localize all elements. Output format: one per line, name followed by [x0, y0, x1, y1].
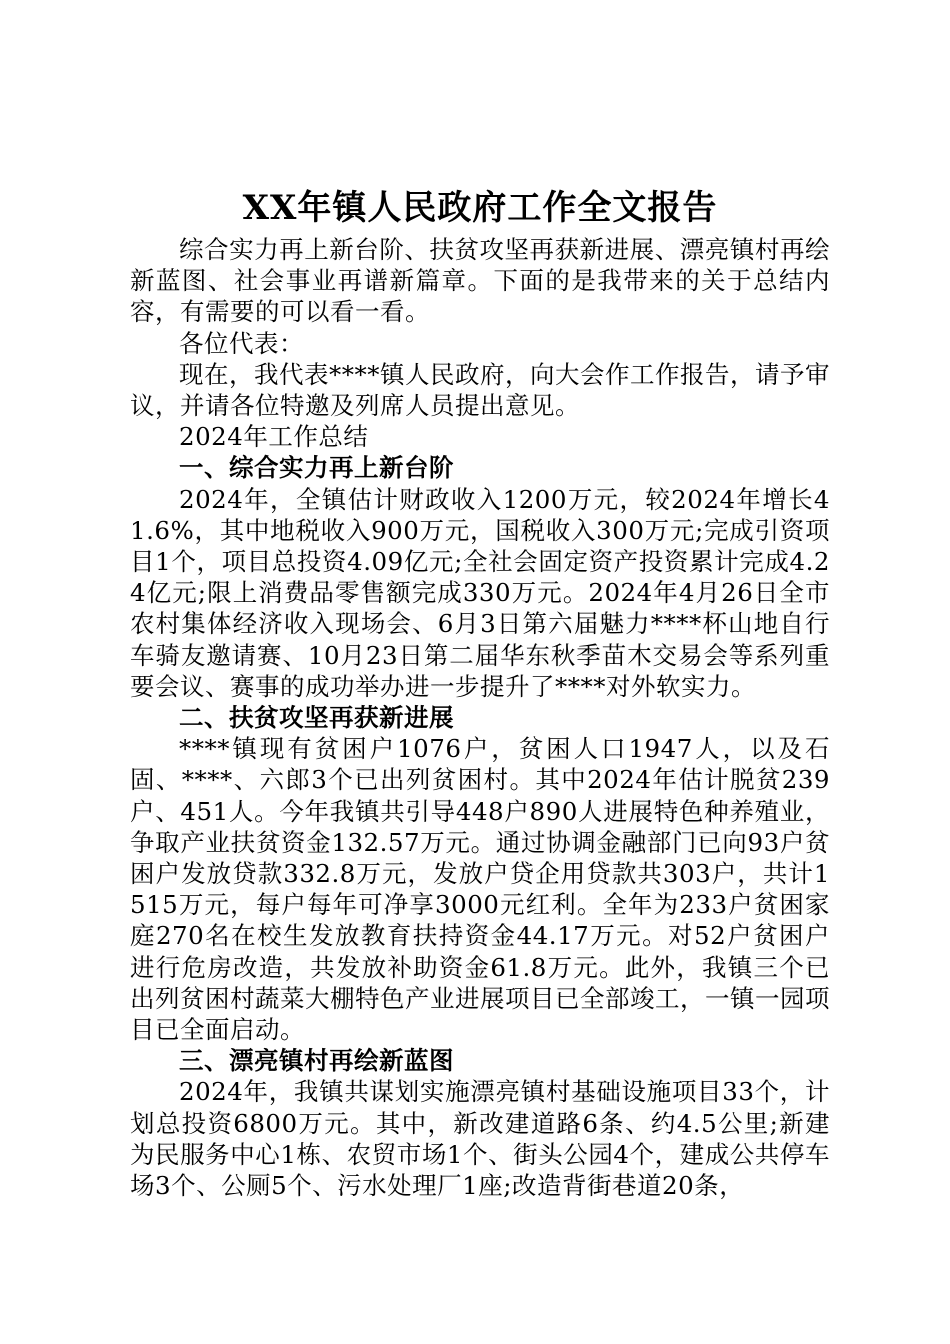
salutation: 各位代表： [179, 328, 304, 358]
section-label-summary: 2024年工作总结 [179, 422, 369, 452]
document-page [130, 186, 830, 1201]
section-3-paragraph: 2024年，我镇共谋划实施漂亮镇村基础设施项目33个，计划总投资6800万元。其中，新改建道路6条、约4.5公里;新建为民服务中心1栋、农贸市场1个、街头公园4个，建成公共停车场3个、公厕5个、污水处理厂1座;改造背街巷道20条， [130, 1077, 830, 1201]
section-heading-2: 二、扶贫攻坚再获新进展 [179, 703, 454, 733]
section-2-paragraph: ****镇现有贫困户1076户，贫困人口1947人，以及石固、****、六郎3个已出列贫困村。其中2024年估计脱贫239户、451人。今年我镇共引导448户890人进展特色种养殖业，争取产业扶贫资金132.57万元。通过协调金融部门已向93户贫困户发放贷款332.8万元，发放户贷企用贷款共303户，共计1515万元，每户每年可净享3000元红利。全年为233户贫困家庭270名在校生发放教育扶持资金44.17万元。对52户贫困户进行危房改造，共发放补助资金61.8万元。此外，我镇三个已出列贫困村蔬菜大棚特色产业进展项目已全部竣工，一镇一园项目已全面启动。 [130, 734, 830, 1045]
intro-paragraph: 综合实力再上新台阶、扶贫攻坚再获新进展、漂亮镇村再绘新蓝图、社会事业再谱新篇章。下面的是我带来的关于总结内容，有需要的可以看一看。 [130, 235, 830, 327]
section-heading-3: 三、漂亮镇村再绘新蓝图 [179, 1046, 454, 1076]
opening-paragraph: 现在，我代表****镇人民政府，向大会作工作报告，请予审议，并请各位特邀及列席人员提出意见。 [130, 359, 830, 421]
document-title: XX年镇人民政府工作全文报告 [242, 188, 718, 228]
section-heading-1: 一、综合实力再上新台阶 [179, 453, 454, 483]
section-1-paragraph: 2024年，全镇估计财政收入1200万元，较2024年增长41.6%，其中地税收入900万元，国税收入300万元;完成引资项目1个，项目总投资4.09亿元;全社会固定资产投资累计完成4.24亿元;限上消费品零售额完成330万元。2024年4月26日全市农村集体经济收入现场会、6月3日第六届魅力****杯山地自行车骑友邀请赛、10月23日第二届华东秋季苗木交易会等系列重要会议、赛事的成功举办进一步提升了****对外软实力。 [130, 484, 830, 701]
